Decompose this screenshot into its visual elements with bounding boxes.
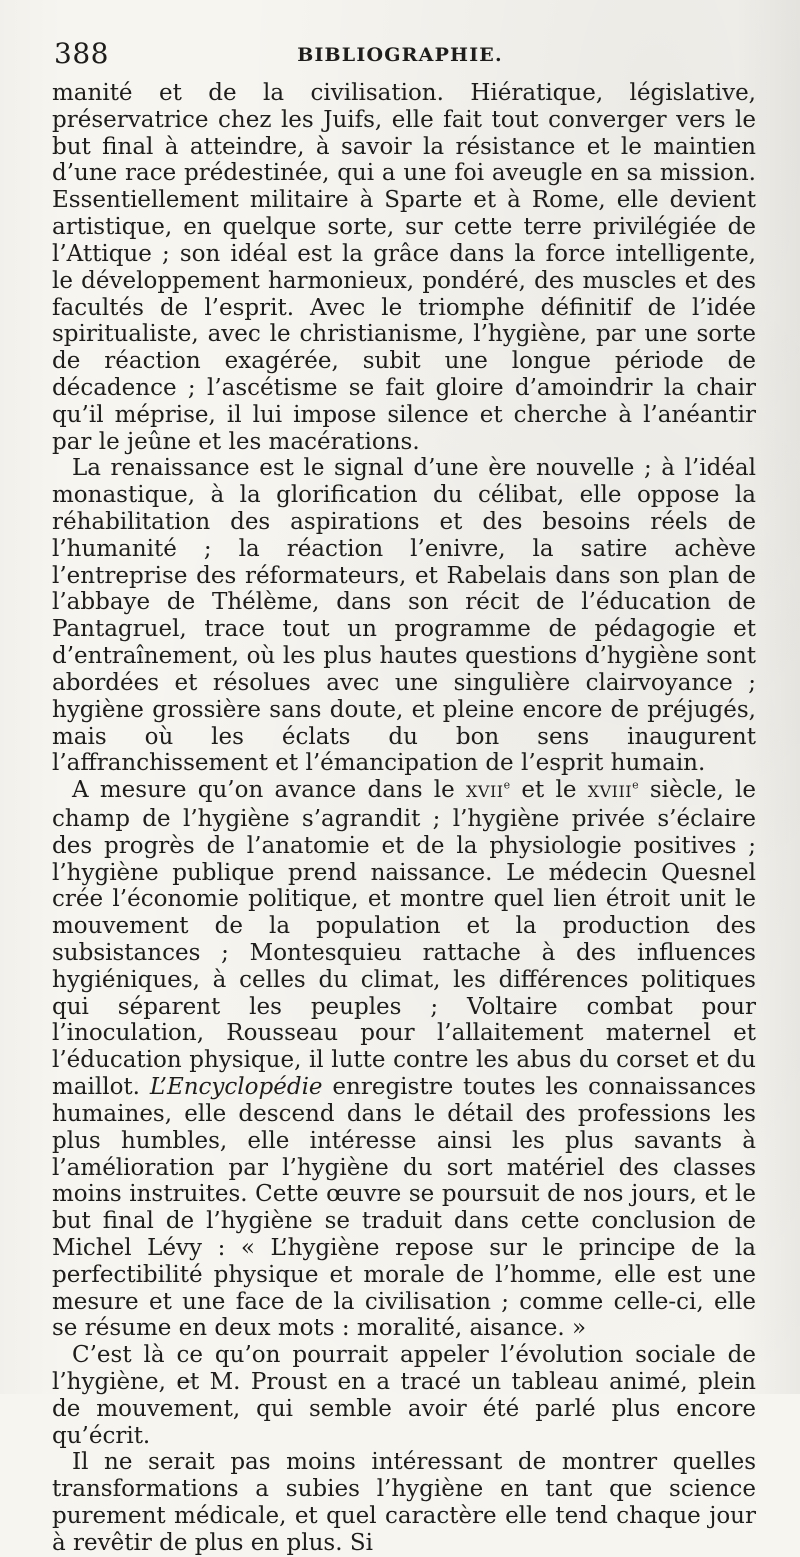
century-xvii: XVII	[466, 782, 504, 802]
paragraph-3-text-b: et le	[510, 777, 588, 804]
superscript-e: e	[632, 778, 639, 792]
body-text	[52, 80, 756, 1557]
paragraph-2: La renaissance est le signal d’une ère nouvelle ; à l’idéal monastique, à la glorification du célibat, elle oppose la réhabilitation des aspirations et des besoins réels de l’humanité ; la réaction l’enivre, la satire achève l’entreprise des réformateurs, et Rabelais dans son plan de l’abbaye de Thélème, dans son récit de l’éducation de Pantagruel, trace tout un programme de pédagogie et d’entraînement, où les plus hautes questions d’hygiène sont abordées et résolues avec une singulière clairvoyance ; hygiène grossière sans doute, et pleine encore de préjugés, mais où les éclats du bon sens inaugurent l’affranchissement et l’émancipation de l’esprit humain.	[52, 455, 756, 777]
paragraph-3	[52, 777, 756, 1342]
ink-smudge	[178, 1380, 192, 1383]
century-xviii: XVIII	[587, 782, 633, 802]
paragraph-4: C’est là ce qu’on pourrait appeler l’évolution sociale de l’hygiène, et M. Proust en a tracé un tableau animé, plein de mouvement, qui semble avoir été parlé plus encore qu’écrit.	[52, 1342, 756, 1449]
paragraph-5: Il ne serait pas moins intéressant de montrer quelles transformations a subies l’hygiène en tant que science purement médicale, et quel caractère elle tend chaque jour à revêtir de plus en plus. Si	[52, 1449, 756, 1556]
page-header	[40, 34, 760, 74]
paragraph-3-text-a: A mesure qu’on avance dans le	[72, 777, 466, 804]
paragraph-3-text-d: enregistre toutes les connaissances humaines, elle descend dans le détail des professions les plus humbles, elle intéresse ainsi les plus savants à l’amélioration par l’hygiène du sort matériel des classes moins instruites. Cette œuvre se poursuit de nos jours, et le but final de l’hygiène se traduit dans cette conclusion de Michel Lévy : « L’hygiène repose sur le principe de la perfectibilité physique et morale de l’homme, elle est une mesure et une face de la civilisation ; comme celle-ci, elle se résume en deux mots : moralité, aisance. »	[52, 1074, 756, 1342]
encyclopedie-title: L’Encyclopédie	[149, 1074, 323, 1101]
running-head: BIBLIOGRAPHIE.	[297, 44, 503, 66]
paragraph-1: manité et de la civilisation. Hiératique, législative, préservatrice chez les Juifs, elle fait tout converger vers le but final à atteindre, à savoir la résistance et le maintien d’une race prédestinée, qui a une foi aveugle en sa mission. Essentiellement militaire à Sparte et à Rome, elle devient artistique, en quelque sorte, sur cette terre privilégiée de l’Attique ; son idéal est la grâce dans la force intelligente, le développement harmonieux, pondéré, des muscles et des facultés de l’esprit. Avec le triomphe définitif de l’idée spiritualiste, avec le christianisme, l’hygiène, par une sorte de réaction exagérée, subit une longue période de décadence ; l’ascétisme se fait gloire d’amoindrir la chair qu’il méprise, il lui impose silence et cherche à l’anéantir par le jeûne et les macérations.	[52, 80, 756, 455]
paragraph-3-text-c: siècle, le champ de l’hygiène s’agrandit ; l’hygiène privée s’éclaire des progrès de l’anatomie et de la physiologie positives ; l’hygiène publique prend naissance. Le médecin Quesnel crée l’économie politique, et montre quel lien étroit unit le mouvement de la population et la production des subsistances ; Montesquieu rattache à des influences hygiéniques, à celles du climat, les différences politiques qui séparent les peuples ; Voltaire combat pour l’inoculation, Rousseau pour l’allaitement maternel et l’éducation physique, il lutte contre les abus du corset et du maillot.	[52, 777, 757, 1101]
page-number: 388	[54, 37, 109, 70]
superscript-e: e	[503, 778, 511, 792]
